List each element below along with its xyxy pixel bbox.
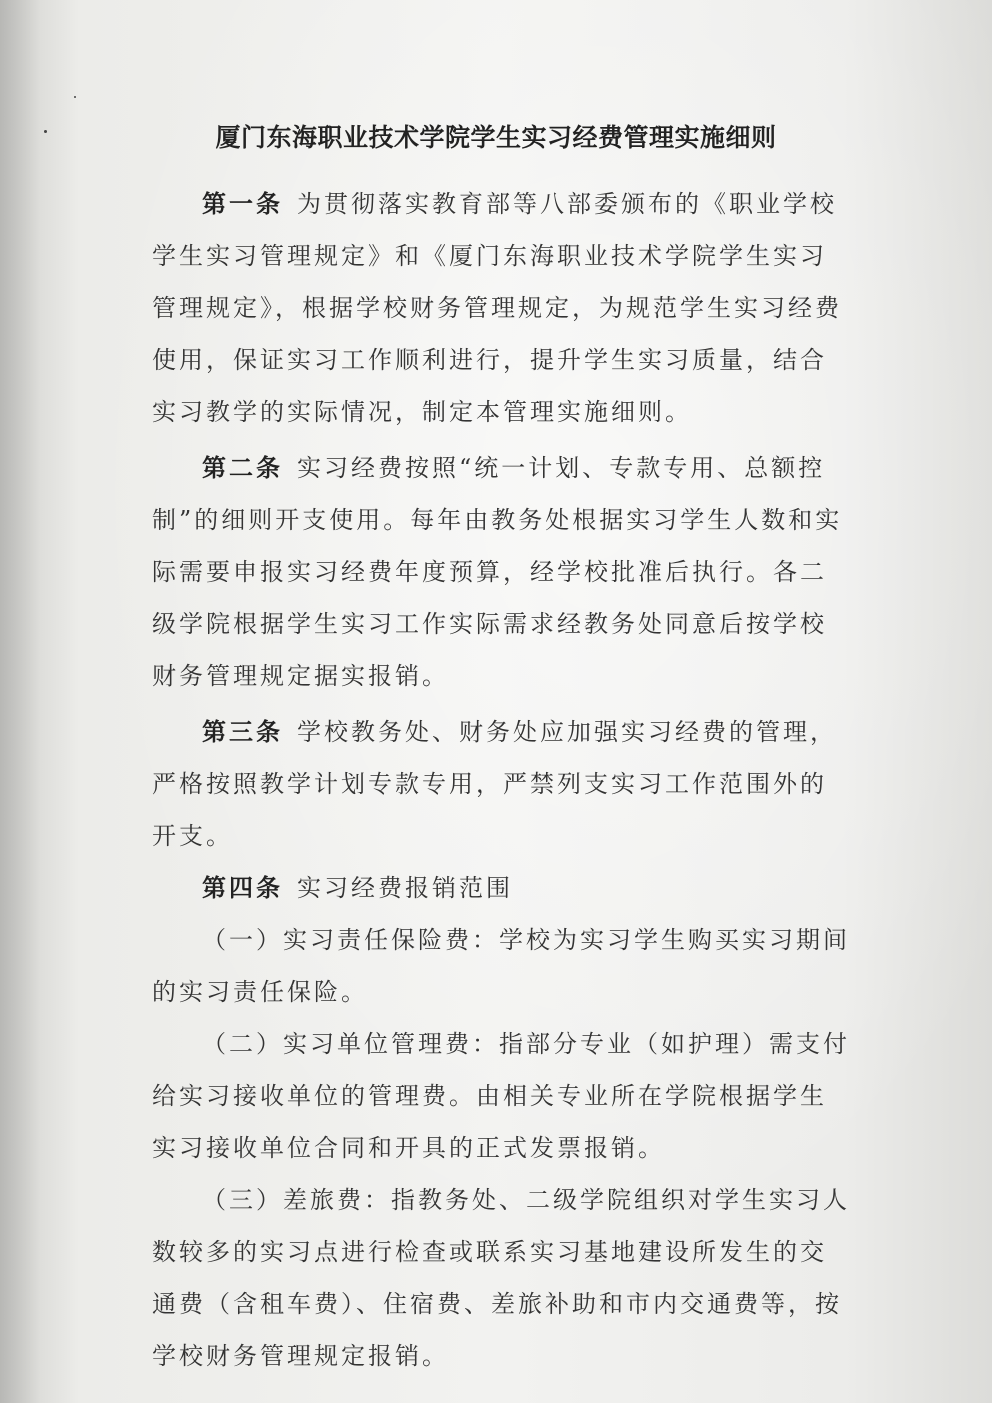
document-body: [152, 178, 852, 1382]
article-1: [152, 178, 852, 438]
article-label: 第二条: [202, 453, 283, 482]
list-item: （一）实习责任保险费：学校为实习学生购买实习期间的实习责任保险。: [152, 926, 850, 1006]
article-text: 实习经费报销范围: [297, 874, 513, 902]
article-label: 第四条: [202, 873, 283, 902]
list-item: （二）实习单位管理费：指部分专业（如护理）需支付给实习接收单位的管理费。由相关专业所在学院根据学生实习接收单位合同和开具的正式发票报销。: [152, 1030, 850, 1162]
article-text: 实习经费按照“统一计划、专款专用、总额控制”的细则开支使用。每年由教务处根据实习学生人数和实际需要申报实习经费年度预算，经学校批准后执行。各二级学院根据学生实习工作实际需求经教务处同意后按学校财务管理规定据实报销。: [152, 454, 843, 690]
speck-mark: [74, 96, 76, 98]
article-4: [152, 862, 852, 914]
article-label: 第一条: [202, 189, 283, 218]
list-item: （三）差旅费：指教务处、二级学院组织对学生实习人数较多的实习点进行检查或联系实习基地建设所发生的交通费（含租车费）、住宿费、差旅补助和市内交通费等，按学校财务管理规定报销。: [152, 1186, 850, 1370]
page-shadow: [0, 0, 40, 1403]
document-title: 厦门东海职业技术学院学生实习经费管理实施细则: [215, 123, 777, 152]
article-text: 学校教务处、财务处应加强实习经费的管理，严格按照教学计划专款专用，严禁列支实习工作范围外的开支。: [152, 718, 837, 850]
article-3: [152, 706, 852, 862]
article-text: 为贯彻落实教育部等八部委颁布的《职业学校学生实习管理规定》和《厦门东海职业技术学院学生实习管理规定》，根据学校财务管理规定，为规范学生实习经费使用，保证实习工作顺利进行，提升学生实习质量，结合实习教学的实际情况，制定本管理实施细则。: [152, 190, 842, 426]
article-label: 第三条: [202, 717, 283, 746]
article-2: [152, 442, 852, 702]
